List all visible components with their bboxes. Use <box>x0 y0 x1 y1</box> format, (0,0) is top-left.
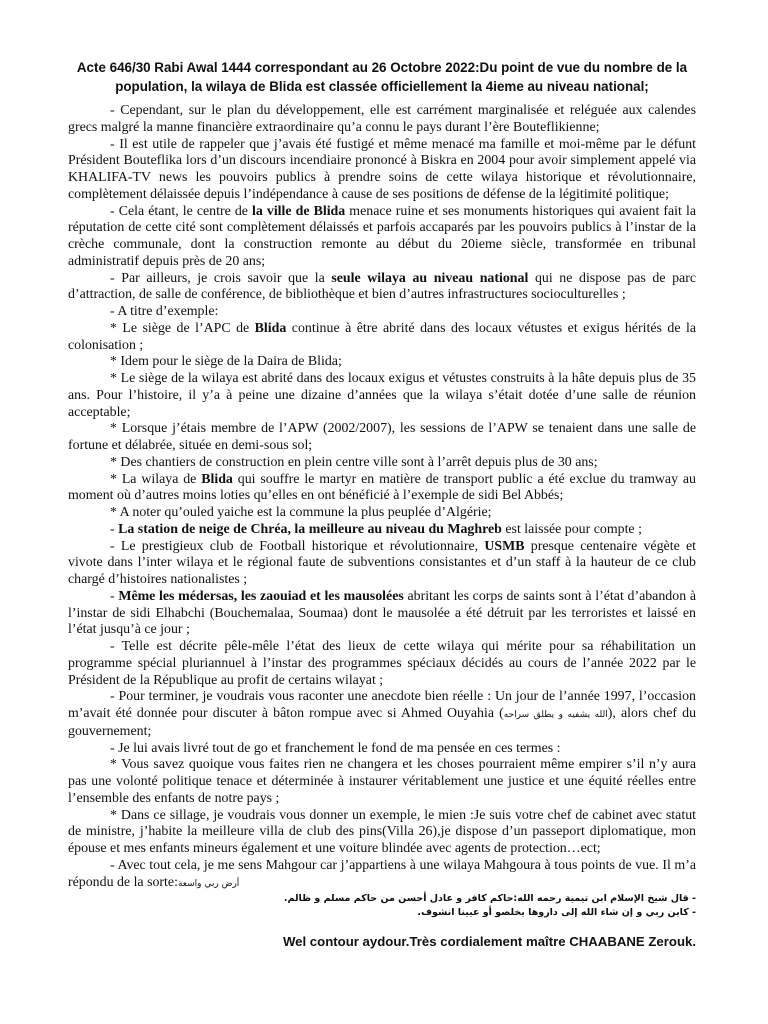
paragraph-ouled-yaiche: * A noter qu’ouled yaiche est la commune la plus peuplée d’Algérie; <box>110 505 492 520</box>
paragraph-construction-sites: * Des chantiers de construction en plein centre ville sont à l’arrêt depuis plus de 30 ans; <box>110 454 598 470</box>
paragraph-frankly: - Je lui avais livré tout de go et franchement le fond de ma pensée en ces termes : <box>110 740 561 756</box>
paragraph-example-intro: - A titre d’exemple: <box>110 304 219 319</box>
document-page <box>68 58 696 951</box>
paragraph-khalifa-tv: - Il est utile de rappeler que j’avais été fustigé et même menacé ma famille et moi-même par le défunt Président Bouteflika lors d’un discours incendiaire prononcé à Biskra en 2004 pour avoir simplement appelé via KHALIFA-TV news les pouvoirs publics à prendre soins de cette wilaya historique et révolutionnaire, complètement délaissée depuis l’indépendance à cause de ses positions de défense de la légitimité politique; <box>68 136 696 202</box>
bold-span: Blida <box>254 320 287 336</box>
text-span: - Avec tout cela, je me sens Mahgour car j’appartiens à une wilaya Mahgoura à tous points de vue. Il m’a répondu de la sorte: <box>68 857 696 890</box>
paragraph-own-example: * Dans ce sillage, je voudrais vous donner un exemple, le mien :Je suis votre chef de cabinet avec statut de ministre, j’habite la meilleure villa de club des pins(Villa 26),je dispose d’un passeport diplomatique, mon épouse et mes enfants mineurs également et une voiture blindée avec agents de protection…ect; <box>68 807 696 856</box>
bold-span: USMB <box>484 538 525 554</box>
bold-span: la ville de Blida <box>252 203 346 219</box>
document-title: Acte 646/30 Rabi Awal 1444 correspondant au 26 Octobre 2022:Du point de vue du nombre de la population, la wilaya de Blida est classée officiellement la 4ieme au niveau national; <box>76 60 688 94</box>
text-span: - Le prestigieux club de Football historique et révolutionnaire, <box>110 538 485 554</box>
paragraph-rehabilitation: - Telle est décrite pêle-mêle l’état des lieux de cette wilaya qui mérite pour sa réhabilitation un programme spécial pluriannuel à l’instar des programmes spéciaux décidés au cours de l’année 2022 par le Président de la République au profit de certains wilayat ; <box>68 639 696 688</box>
paragraph-mausoleums <box>68 589 696 639</box>
paragraph-anecdote <box>68 689 696 740</box>
paragraph-apc <box>68 321 696 355</box>
paragraph-chrea <box>68 522 696 539</box>
paragraph-usmb <box>68 539 696 589</box>
text-span: * Le siège de l’APC de <box>110 320 255 336</box>
signature: Wel contour aydour.Très cordialement maître CHAABANE Zerouk. <box>282 934 696 950</box>
paragraph-justice: * Vous savez quoique vous faites rien ne changera et les choses pourraient même empirer s’il n’y aura pas une volonté politique tenace et déterminée à instaurer véritablement une justice et une équité réelles entre l’ensemble des enfants de notre pays ; <box>68 757 696 806</box>
arabic-inline-text: أرض ربي واسعة <box>177 878 240 889</box>
bold-span: La station de neige de Chréa, la meilleure au niveau du Maghreb <box>118 521 502 537</box>
text-span: - Cela étant, le centre de <box>110 203 252 219</box>
paragraph-infrastructure <box>68 271 696 305</box>
paragraph-tramway <box>68 472 696 506</box>
arabic-inline-text: الله يشفيه و يطلق سراحه <box>503 710 608 720</box>
text-span: est laissée pour compte ; <box>501 521 642 537</box>
text-span: presque centenaire végète et vivote dans l’inter wilaya et le régional faute de subventions consistantes et d’un staff à la hauteur de ce club chargé d’histoires nationalistes ; <box>68 538 696 587</box>
text-span: - Par ailleurs, je crois savoir que la <box>110 270 332 286</box>
text-span: - <box>110 588 119 604</box>
text-span: - Pour terminer, je voudrais vous raconter une anecdote bien réelle : Un jour de l’année 1997, l’occasion m’avait été donnée pour discuter à bâton rompue avec si Ahmed Ouyahia ( <box>68 689 696 721</box>
bold-span: Blida <box>201 471 233 487</box>
text-span: abritant les corps de saints sont à l’état d’abandon à l’instar de sidi Elhabchi (Bouchemalaa, Soumaa) dont le mausolée a été détruit par les terroristes et laissé en l’état jusqu’à ce jour ; <box>68 588 696 638</box>
paragraph-wilaya-seat: * Le siège de la wilaya est abrité dans des locaux exigus et vétustes construits à la hâte depuis plus de 35 ans. Pour l’histoire, il y’a à peine une dizaine d’années que la wilaya s’était dotée d’une salle de réunion acceptable; <box>68 371 696 420</box>
text-span: continue à être abrité dans des locaux vétustes et exigus hérités de la colonisation ; <box>68 320 696 353</box>
paragraph-development: - Cependant, sur le plan du développement, elle est carrément marginalisée et reléguée aux calendes grecs malgré la manne financière extraordinaire qu’a connu le pays durant l’ère Bouteflikienne; <box>68 103 696 135</box>
text-span: ), alors chef du gouvernement; <box>68 706 697 739</box>
text-span: menace ruine et ses monuments historiques qui avaient fait la réputation de cette cité sont complètement délaissés et parfois accaparés par les pouvoirs publics à l’instar de la crèche communale, dont la construction remonte au début du 20ieme siècle, transformée en tribunal administratif depuis près de 20 ans; <box>68 203 696 269</box>
paragraph-daira: * Idem pour le siège de la Daira de Blida; <box>110 354 342 370</box>
text-span: * La wilaya de <box>110 471 202 487</box>
bold-span: Même les médersas, les zaouiad et les mausolées <box>118 588 404 604</box>
paragraph-apw: * Lorsque j’étais membre de l’APW (2002/2007), les sessions de l’APW se tenaient dans une salle de fortune et délabrée, située en demi-sous sol; <box>68 421 696 453</box>
arabic-quote-line: - كاين ربي و إن شاء الله إلى داروها يخلصو أو عيينا انشوف. <box>417 907 696 919</box>
paragraph-mahgour <box>68 858 696 893</box>
arabic-quote-line: - قال شيخ الإسلام ابن تيمية رحمه الله:حاكم كافر و عادل أحسن من حاكم مسلم و ظالم. <box>283 893 696 905</box>
text-span: - <box>110 521 119 537</box>
text-span: qui souffre le martyr en matière de transport public a été exclue du tramway au moment où d’autres moins loties qu’elles en ont bénéficié à l’exemple de sidi Bel Abbés; <box>68 471 696 504</box>
bold-span: seule wilaya au niveau national <box>331 270 529 286</box>
paragraph-city-center <box>68 204 696 271</box>
text-span: qui ne dispose pas de parc d’attraction, de salle de conférence, de bibliothèque et bien d’autres infrastructures socioculturelles ; <box>68 270 697 303</box>
